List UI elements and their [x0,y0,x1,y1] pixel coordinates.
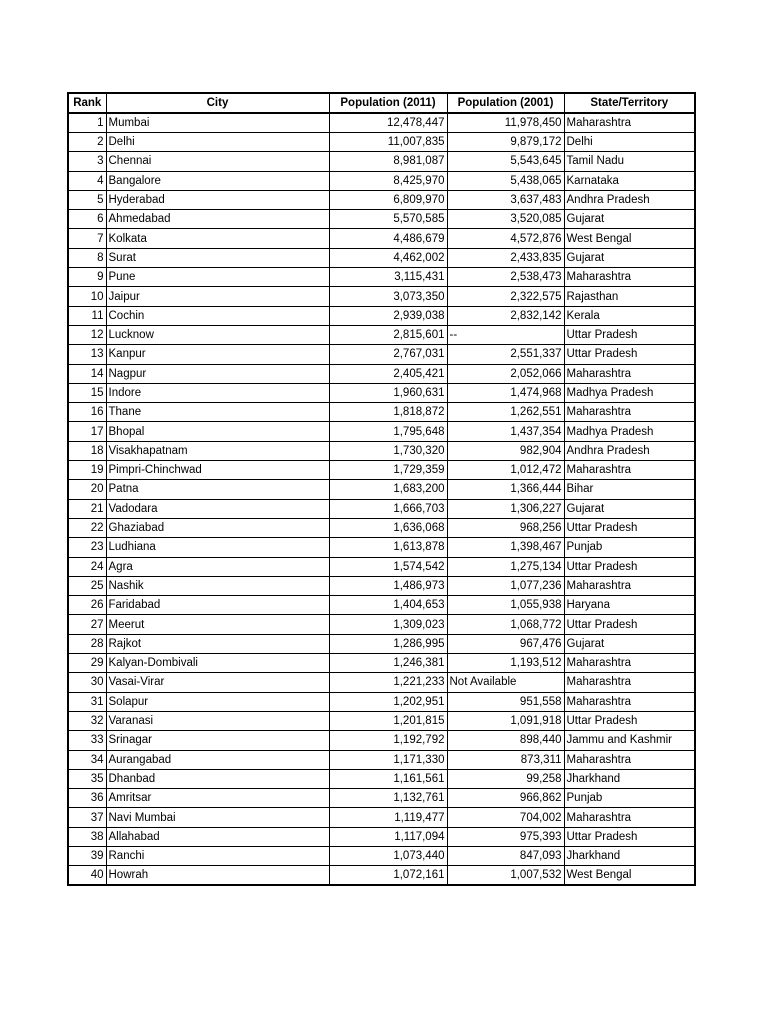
cell-state-territory: Uttar Pradesh [564,711,695,730]
cell-population-2001: 3,520,085 [447,210,564,229]
cell-rank: 40 [68,866,106,886]
cell-rank: 11 [68,306,106,325]
cell-rank: 36 [68,789,106,808]
cell-state-territory: Maharashtra [564,808,695,827]
cell-rank: 32 [68,711,106,730]
cell-population-2011: 8,425,970 [329,171,447,190]
table-row [68,692,695,711]
cities-population-table [67,92,696,886]
cell-population-2001: 3,637,483 [447,190,564,209]
cell-rank: 1 [68,113,106,133]
table-row [68,846,695,865]
header-population-2011: Population (2011) [329,93,447,113]
table-row [68,499,695,518]
cell-population-2011: 3,073,350 [329,287,447,306]
cell-state-territory: West Bengal [564,866,695,886]
cell-rank: 37 [68,808,106,827]
header-row [68,93,695,113]
cell-rank: 26 [68,596,106,615]
cell-state-territory: Uttar Pradesh [564,518,695,537]
table-row [68,596,695,615]
cell-state-territory: Maharashtra [564,750,695,769]
cell-population-2001: 2,322,575 [447,287,564,306]
cell-population-2011: 1,486,973 [329,576,447,595]
cell-rank: 29 [68,654,106,673]
cell-population-2001: 1,012,472 [447,461,564,480]
cell-city: Meerut [106,615,329,634]
cell-rank: 17 [68,422,106,441]
cell-population-2001: 1,007,532 [447,866,564,886]
table-row [68,248,695,267]
header-state-territory: State/Territory [564,93,695,113]
cell-city: Varanasi [106,711,329,730]
cell-rank: 3 [68,152,106,171]
cell-city: Lucknow [106,325,329,344]
cell-population-2011: 3,115,431 [329,268,447,287]
cell-population-2001: 847,093 [447,846,564,865]
table-row [68,364,695,383]
cell-population-2011: 1,666,703 [329,499,447,518]
cell-population-2001: 1,091,918 [447,711,564,730]
cell-rank: 6 [68,210,106,229]
cell-population-2001: 1,437,354 [447,422,564,441]
cell-state-territory: Andhra Pradesh [564,441,695,460]
cell-state-territory: Punjab [564,789,695,808]
cell-city: Indore [106,383,329,402]
cell-state-territory: Maharashtra [564,268,695,287]
cell-city: Navi Mumbai [106,808,329,827]
cell-city: Visakhapatnam [106,441,329,460]
cell-city: Pimpri-Chinchwad [106,461,329,480]
cell-population-2011: 2,405,421 [329,364,447,383]
cell-state-territory: Haryana [564,596,695,615]
table-row [68,113,695,133]
cell-population-2011: 1,960,631 [329,383,447,402]
table-row [68,345,695,364]
table-row [68,325,695,344]
table-row [68,441,695,460]
cell-rank: 22 [68,518,106,537]
cell-city: Amritsar [106,789,329,808]
cell-rank: 21 [68,499,106,518]
cell-population-2001: 2,832,142 [447,306,564,325]
cell-state-territory: Delhi [564,133,695,152]
cell-rank: 20 [68,480,106,499]
cell-population-2001: 873,311 [447,750,564,769]
cell-population-2001: 9,879,172 [447,133,564,152]
cell-population-2011: 1,286,995 [329,634,447,653]
table-row [68,634,695,653]
table-row [68,133,695,152]
cell-city: Kanpur [106,345,329,364]
cell-population-2011: 1,404,653 [329,596,447,615]
cell-rank: 18 [68,441,106,460]
cell-rank: 8 [68,248,106,267]
table-row [68,287,695,306]
table-row [68,731,695,750]
cell-state-territory: Bihar [564,480,695,499]
cell-rank: 14 [68,364,106,383]
cell-city: Nagpur [106,364,329,383]
cell-state-territory: Maharashtra [564,692,695,711]
cell-state-territory: Madhya Pradesh [564,383,695,402]
cell-state-territory: Punjab [564,538,695,557]
cell-population-2001: 982,904 [447,441,564,460]
table-row [68,538,695,557]
cell-population-2011: 11,007,835 [329,133,447,152]
cell-population-2001: 1,366,444 [447,480,564,499]
cell-population-2011: 1,818,872 [329,403,447,422]
cell-population-2011: 8,981,087 [329,152,447,171]
cell-population-2001: 2,551,337 [447,345,564,364]
cell-population-2011: 1,795,648 [329,422,447,441]
cell-city: Pune [106,268,329,287]
cell-population-2011: 12,478,447 [329,113,447,133]
cell-state-territory: Jharkhand [564,846,695,865]
cell-population-2001: 1,193,512 [447,654,564,673]
table-row [68,615,695,634]
cell-population-2011: 1,161,561 [329,769,447,788]
cell-population-2011: 1,072,161 [329,866,447,886]
cell-rank: 34 [68,750,106,769]
cell-city: Ludhiana [106,538,329,557]
cell-population-2001: Not Available [447,673,564,692]
cell-population-2001: 966,862 [447,789,564,808]
cell-state-territory: Rajasthan [564,287,695,306]
cell-city: Jaipur [106,287,329,306]
cell-city: Chennai [106,152,329,171]
cell-state-territory: Uttar Pradesh [564,615,695,634]
cell-city: Cochin [106,306,329,325]
cell-city: Kalyan-Dombivali [106,654,329,673]
cell-population-2011: 1,221,233 [329,673,447,692]
cell-state-territory: Maharashtra [564,654,695,673]
cell-city: Srinagar [106,731,329,750]
table-row [68,557,695,576]
cell-population-2001: 2,052,066 [447,364,564,383]
cell-population-2011: 4,486,679 [329,229,447,248]
cell-population-2011: 1,117,094 [329,827,447,846]
cell-city: Bangalore [106,171,329,190]
cell-population-2011: 1,119,477 [329,808,447,827]
cell-city: Allahabad [106,827,329,846]
cell-city: Howrah [106,866,329,886]
cell-population-2001: 11,978,450 [447,113,564,133]
cell-population-2011: 4,462,002 [329,248,447,267]
table-row [68,827,695,846]
cell-rank: 33 [68,731,106,750]
cell-state-territory: Uttar Pradesh [564,325,695,344]
table-row [68,229,695,248]
cell-state-territory: Jharkhand [564,769,695,788]
cell-rank: 7 [68,229,106,248]
cell-population-2011: 2,939,038 [329,306,447,325]
cell-population-2011: 1,192,792 [329,731,447,750]
cell-state-territory: Gujarat [564,248,695,267]
cell-city: Aurangabad [106,750,329,769]
table-row [68,422,695,441]
cell-rank: 28 [68,634,106,653]
cell-population-2001: 1,275,134 [447,557,564,576]
cell-population-2001: 5,543,645 [447,152,564,171]
cell-population-2011: 1,246,381 [329,654,447,673]
cell-state-territory: Uttar Pradesh [564,557,695,576]
cell-population-2011: 1,574,542 [329,557,447,576]
cell-population-2001: 1,055,938 [447,596,564,615]
cell-population-2011: 1,171,330 [329,750,447,769]
table-row [68,461,695,480]
cell-rank: 31 [68,692,106,711]
cell-state-territory: Maharashtra [564,403,695,422]
cell-state-territory: Tamil Nadu [564,152,695,171]
cell-population-2001: 898,440 [447,731,564,750]
cell-state-territory: Kerala [564,306,695,325]
cell-city: Thane [106,403,329,422]
cell-rank: 35 [68,769,106,788]
cell-rank: 30 [68,673,106,692]
cell-population-2011: 1,636,068 [329,518,447,537]
cell-population-2001: 1,306,227 [447,499,564,518]
cell-city: Dhanbad [106,769,329,788]
cell-population-2001: 1,068,772 [447,615,564,634]
cell-state-territory: Gujarat [564,210,695,229]
cell-population-2001: 704,002 [447,808,564,827]
cell-state-territory: Gujarat [564,634,695,653]
cell-population-2011: 5,570,585 [329,210,447,229]
cell-rank: 24 [68,557,106,576]
cell-state-territory: Maharashtra [564,113,695,133]
table-row [68,403,695,422]
cell-city: Bhopal [106,422,329,441]
table-row [68,789,695,808]
cell-state-territory: Andhra Pradesh [564,190,695,209]
cell-population-2001: 975,393 [447,827,564,846]
table-row [68,711,695,730]
cell-city: Agra [106,557,329,576]
cell-rank: 38 [68,827,106,846]
table-row [68,808,695,827]
cell-rank: 15 [68,383,106,402]
cell-city: Vasai-Virar [106,673,329,692]
table-row [68,866,695,886]
table-row [68,152,695,171]
cell-state-territory: Gujarat [564,499,695,518]
cell-city: Ranchi [106,846,329,865]
table-row [68,673,695,692]
cell-rank: 2 [68,133,106,152]
cell-rank: 19 [68,461,106,480]
table-body [68,113,695,885]
cell-state-territory: Maharashtra [564,364,695,383]
cell-population-2001: 2,538,473 [447,268,564,287]
table-row [68,750,695,769]
table-row [68,268,695,287]
cell-city: Hyderabad [106,190,329,209]
cell-state-territory: Madhya Pradesh [564,422,695,441]
cell-population-2011: 6,809,970 [329,190,447,209]
header-city: City [106,93,329,113]
cell-city: Mumbai [106,113,329,133]
cell-population-2011: 1,073,440 [329,846,447,865]
cell-rank: 9 [68,268,106,287]
cell-state-territory: Maharashtra [564,673,695,692]
cell-rank: 10 [68,287,106,306]
cell-state-territory: Karnataka [564,171,695,190]
cell-population-2011: 2,767,031 [329,345,447,364]
cell-city: Faridabad [106,596,329,615]
cell-rank: 23 [68,538,106,557]
table-row [68,480,695,499]
cell-rank: 39 [68,846,106,865]
table-row [68,769,695,788]
cell-city: Vadodara [106,499,329,518]
cell-population-2011: 2,815,601 [329,325,447,344]
cell-population-2001: 951,558 [447,692,564,711]
cell-population-2001: 968,256 [447,518,564,537]
header-rank: Rank [68,93,106,113]
cell-population-2011: 1,613,878 [329,538,447,557]
cell-rank: 5 [68,190,106,209]
cell-population-2011: 1,201,815 [329,711,447,730]
cell-population-2001: 4,572,876 [447,229,564,248]
cell-population-2011: 1,202,951 [329,692,447,711]
cell-city: Ahmedabad [106,210,329,229]
cell-rank: 12 [68,325,106,344]
cell-state-territory: West Bengal [564,229,695,248]
cell-city: Ghaziabad [106,518,329,537]
cell-state-territory: Uttar Pradesh [564,345,695,364]
cell-population-2001: 967,476 [447,634,564,653]
cell-population-2011: 1,730,320 [329,441,447,460]
cell-population-2001: 1,262,551 [447,403,564,422]
cell-population-2001: 1,398,467 [447,538,564,557]
cell-population-2011: 1,683,200 [329,480,447,499]
cell-city: Delhi [106,133,329,152]
cell-state-territory: Jammu and Kashmir [564,731,695,750]
cell-city: Nashik [106,576,329,595]
table-row [68,171,695,190]
table-row [68,654,695,673]
cell-city: Solapur [106,692,329,711]
cell-population-2011: 1,729,359 [329,461,447,480]
cell-rank: 27 [68,615,106,634]
cell-state-territory: Maharashtra [564,461,695,480]
cell-population-2011: 1,132,761 [329,789,447,808]
cell-state-territory: Maharashtra [564,576,695,595]
cell-city: Surat [106,248,329,267]
table-row [68,306,695,325]
table-row [68,576,695,595]
cell-population-2011: 1,309,023 [329,615,447,634]
table-row [68,210,695,229]
cell-rank: 4 [68,171,106,190]
cell-population-2001: 2,433,835 [447,248,564,267]
cell-population-2001: 99,258 [447,769,564,788]
cell-city: Patna [106,480,329,499]
table-row [68,518,695,537]
cell-rank: 13 [68,345,106,364]
cell-city: Kolkata [106,229,329,248]
cell-population-2001: 1,077,236 [447,576,564,595]
cell-city: Rajkot [106,634,329,653]
table-row [68,383,695,402]
cell-rank: 25 [68,576,106,595]
table-row [68,190,695,209]
header-population-2001: Population (2001) [447,93,564,113]
cell-rank: 16 [68,403,106,422]
cell-population-2001: 1,474,968 [447,383,564,402]
cell-population-2001: 5,438,065 [447,171,564,190]
cell-population-2001: -- [447,325,564,344]
cell-state-territory: Uttar Pradesh [564,827,695,846]
